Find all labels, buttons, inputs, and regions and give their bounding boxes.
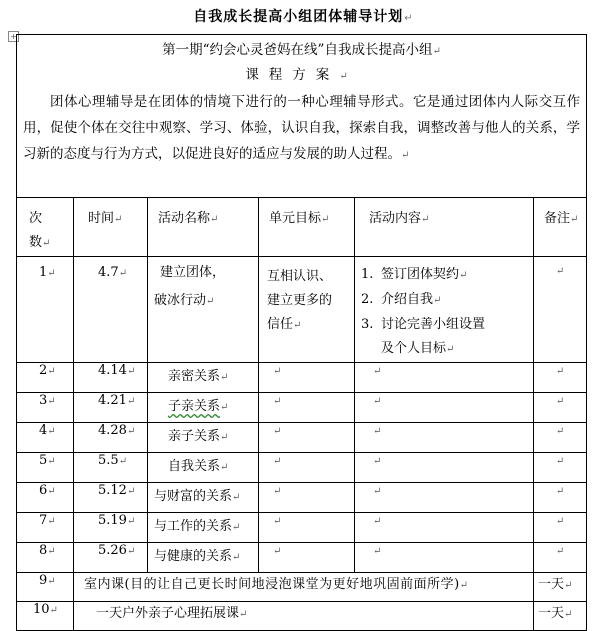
header-name-text: 活动名称 [158,211,211,226]
row-name-text: 与健康的关系 [154,549,233,564]
row1-name-line1: 建立团体， [160,265,226,280]
header-num-line2-text: 数 [29,235,43,250]
list-item-text: 讨论完善小组设置 [381,317,486,332]
paragraph-mark-icon: ↵ [220,432,229,443]
paragraph-mark-icon: ↵ [446,344,455,355]
row1-content[interactable] [355,257,534,363]
table-row [17,393,587,423]
row-time[interactable] [74,453,148,483]
row-num-text: 6 [39,483,48,498]
paragraph-mark-icon: ↵ [373,396,382,407]
row-time-text: 5.26 [98,543,127,558]
row-content[interactable] [355,453,534,483]
paragraph-mark-icon: ↵ [373,456,382,467]
table-row [17,513,587,543]
row-name[interactable] [148,513,259,543]
row-num[interactable] [17,483,74,513]
row1-name[interactable] [148,257,259,363]
intro-row [17,35,587,198]
paragraph-mark-icon: ↵ [118,456,128,467]
paragraph-mark-icon: ↵ [421,214,430,225]
row1-num[interactable] [17,257,74,363]
paragraph-mark-icon: ↵ [321,214,330,225]
paragraph-mark-icon: ↵ [564,580,573,591]
row-time[interactable] [74,513,148,543]
paragraph-mark-icon: ↵ [373,546,382,557]
row1-goal-line3 [267,313,350,338]
row-goal[interactable] [259,453,355,483]
row-content[interactable] [355,423,534,453]
row-time-text: 5.5 [98,453,119,468]
row-time[interactable] [74,393,148,423]
intro-paragraph-text: 团体心理辅导是在团体的情境下进行的一种心理辅导形式。它是通过团体内人际交互作用，促使个体在交往中观察、学习、体验，认识自我，探索自我，调整改善与他人的关系，学习新的态度与行为方式，以促进良好的适应与发展的助人过程。 [23,94,581,162]
paragraph-mark-icon: ↵ [47,546,56,557]
row-time[interactable] [74,483,148,513]
paragraph-mark-icon: ↵ [47,576,56,587]
paragraph-mark-icon: ↵ [220,402,229,413]
row1-name-line2 [154,287,254,316]
paragraph-mark-icon: ↵ [126,546,136,557]
paragraph-mark-icon: ↵ [47,486,56,497]
paragraph-mark-icon: ↵ [555,546,565,557]
paragraph-mark-icon: ↵ [373,426,382,437]
paragraph-mark-icon: ↵ [555,266,565,277]
row-name-text: 亲密关系 [168,369,221,384]
paragraph-mark-icon: ↵ [206,296,215,307]
table-row [17,257,587,363]
paragraph-mark-icon: ↵ [555,456,565,467]
row-time[interactable] [74,423,148,453]
row1-goal-line1: 互相认识、 [267,269,333,284]
program-subtitle [23,39,580,63]
paragraph-mark-icon: ↵ [126,516,136,527]
row-num-text: 3 [39,393,48,408]
header-name[interactable] [148,198,259,257]
row-name-text: 亲子关系 [168,429,221,444]
paragraph-mark-icon: ↵ [564,609,573,620]
intro-cell[interactable] [17,35,587,198]
row-name-text: 自我关系 [168,459,221,474]
row-name-text: 与工作的关系 [154,519,233,534]
row9-description-text: 室内课(目的让自己更长时间地浸泡课堂为更好地巩固前面所学) [84,577,460,592]
row10-note[interactable] [534,602,587,631]
row-time-text: 5.12 [98,483,127,498]
paragraph-mark-icon: ↵ [401,150,410,161]
paragraph-mark-icon: ↵ [232,522,241,533]
paragraph-mark-icon: ↵ [555,366,565,377]
paragraph-mark-icon: ↵ [114,214,123,225]
paragraph-mark-icon: ↵ [210,214,219,225]
row10-description-text: 一天户外亲子心理拓展课 [96,606,240,621]
paragraph-mark-icon: ↵ [118,268,128,279]
list-item-number: 2. [361,292,374,307]
row-content[interactable] [355,483,534,513]
row-num-text: 2 [39,363,48,378]
row-content[interactable] [355,543,534,573]
row9-description[interactable] [74,573,534,602]
table-row [17,423,587,453]
row1-goal[interactable] [259,257,355,363]
document-title-text: 自我成长提高小组团体辅导计划 [193,9,404,25]
list-item-number: 3. [361,317,374,332]
paragraph-mark-icon: ↵ [47,396,56,407]
row1-name-line2-text: 破冰行动 [154,293,207,308]
row-time-text: 4.21 [98,393,127,408]
list-item-continuation [359,337,529,362]
row-num-text: 8 [39,543,48,558]
list-item-number: 1. [361,267,374,282]
row9-num-text: 9 [39,573,48,588]
paragraph-mark-icon: ↵ [220,462,229,473]
paragraph-mark-icon: ↵ [273,426,282,437]
header-num-line1: 次 [29,211,43,226]
row-goal[interactable] [259,543,355,573]
paragraph-mark-icon: ↵ [273,486,282,497]
header-num[interactable] [17,198,74,257]
paragraph-mark-icon: ↵ [47,366,56,377]
paragraph-mark-icon: ↵ [555,486,565,497]
paragraph-mark-icon: ↵ [555,516,565,527]
plan-table [16,34,587,631]
row1-goal-line3-text: 信任 [267,317,294,332]
table-row [17,602,587,631]
header-num-line2 [29,231,69,256]
paragraph-mark-icon: ↵ [239,609,248,620]
row1-goal-line2: 建立更多的 [267,293,333,308]
paragraph-mark-icon: ↵ [555,426,565,437]
header-goal[interactable] [259,198,355,257]
row-num[interactable] [17,543,74,573]
row-name[interactable] [148,543,259,573]
row-time-text: 5.19 [98,513,127,528]
row-num-text: 5 [39,453,48,468]
row-note[interactable] [534,363,587,393]
program-heading-text: 课程方案 [245,67,340,83]
paragraph-mark-icon: ↵ [273,546,282,557]
header-note[interactable] [534,198,587,257]
row-note[interactable] [534,393,587,423]
header-content-text: 活动内容 [369,211,422,226]
row-num-text: 4 [39,423,48,438]
row10-num[interactable] [17,602,74,631]
document-title [0,6,607,26]
row-num[interactable] [17,513,74,543]
list-item-text: 签订团体契约 [381,267,460,282]
paragraph-mark-icon: ↵ [432,46,441,57]
paragraph-mark-icon: ↵ [232,492,241,503]
row-num[interactable] [17,423,74,453]
table-row [17,363,587,393]
paragraph-mark-icon: ↵ [47,516,56,527]
paragraph-mark-icon: ↵ [232,552,241,563]
row1-note[interactable] [534,257,587,363]
row10-note-text: 一天 [538,606,565,621]
row1-num-text: 1 [39,265,48,280]
paragraph-mark-icon: ↵ [126,486,136,497]
table-row [17,573,587,602]
paragraph-mark-icon: ↵ [433,295,442,306]
table-row [17,453,587,483]
table-row [17,543,587,573]
paragraph-mark-icon: ↵ [373,366,382,377]
paragraph-mark-icon: ↵ [373,486,382,497]
row-name[interactable] [148,423,259,453]
row-name[interactable] [148,483,259,513]
row9-note-text: 一天 [538,577,565,592]
header-time[interactable] [74,198,148,257]
paragraph-mark-icon: ↵ [555,396,565,407]
table-move-handle-icon[interactable]: + [8,31,19,42]
program-heading [23,63,580,89]
row-goal[interactable] [259,423,355,453]
program-subtitle-text: 第一期“约会心灵爸妈在线”自我成长提高小组 [162,42,433,58]
paragraph-mark-icon: ↵ [49,605,58,616]
paragraph-mark-icon: ↵ [373,516,382,527]
paragraph-mark-icon: ↵ [42,238,51,249]
row-name-text: 与财富的关系 [154,489,233,504]
list-item [359,288,529,313]
row-num[interactable] [17,453,74,483]
row10-num-text: 10 [33,602,50,617]
row-note[interactable] [534,453,587,483]
list-item-text: 介绍自我 [381,292,434,307]
row-name[interactable] [148,453,259,483]
paragraph-mark-icon: ↵ [47,456,56,467]
paragraph-mark-icon: ↵ [47,268,56,279]
paragraph-mark-icon: ↵ [459,580,469,591]
paragraph-mark-icon: ↵ [273,396,282,407]
row-goal[interactable] [259,363,355,393]
row-note[interactable] [534,543,587,573]
list-item [359,263,529,288]
row-goal[interactable] [259,513,355,543]
row-num[interactable] [17,363,74,393]
table-row [17,483,587,513]
row-note[interactable] [534,483,587,513]
paragraph-mark-icon: ↵ [126,426,136,437]
paragraph-mark-icon: ↵ [339,71,358,82]
row-time[interactable] [74,543,148,573]
row-name[interactable] [148,393,259,423]
paragraph-mark-icon: ↵ [273,366,282,377]
paragraph-mark-icon: ↵ [404,13,414,24]
row-time-text: 4.14 [98,363,127,378]
row-content[interactable] [355,513,534,543]
paragraph-mark-icon: ↵ [570,214,579,225]
header-note-text: 备注 [544,211,571,226]
list-item [359,313,529,337]
row1-time[interactable] [74,257,148,363]
row-note[interactable] [534,513,587,543]
row-note[interactable] [534,423,587,453]
paragraph-mark-icon: ↵ [220,372,229,383]
row9-num[interactable] [17,573,74,602]
paragraph-mark-icon: ↵ [126,396,136,407]
paragraph-mark-icon: ↵ [459,270,468,281]
row-name[interactable] [148,363,259,393]
paragraph-mark-icon: ↵ [273,516,282,527]
row-goal[interactable] [259,393,355,423]
row-name-text: 子亲关系 [168,399,221,414]
row-goal[interactable] [259,483,355,513]
row-content[interactable] [355,363,534,393]
row-num-text: 7 [39,513,48,528]
row-time-text: 4.28 [98,423,127,438]
paragraph-mark-icon: ↵ [126,366,136,377]
paragraph-mark-icon: ↵ [47,426,56,437]
header-goal-text: 单元目标 [269,211,322,226]
row-time[interactable] [74,363,148,393]
paragraph-mark-icon: ↵ [293,320,302,331]
paragraph-mark-icon: ↵ [273,456,282,467]
row-num[interactable] [17,393,74,423]
row10-description[interactable] [74,602,534,631]
header-content[interactable] [355,198,534,257]
list-item-continuation-text: 及个人目标 [381,341,447,356]
row-content[interactable] [355,393,534,423]
activity-list [359,263,529,362]
header-row [17,198,587,257]
intro-paragraph [23,89,580,169]
row1-time-text: 4.7 [98,265,119,280]
row9-note[interactable] [534,573,587,602]
header-time-text: 时间 [88,211,115,226]
